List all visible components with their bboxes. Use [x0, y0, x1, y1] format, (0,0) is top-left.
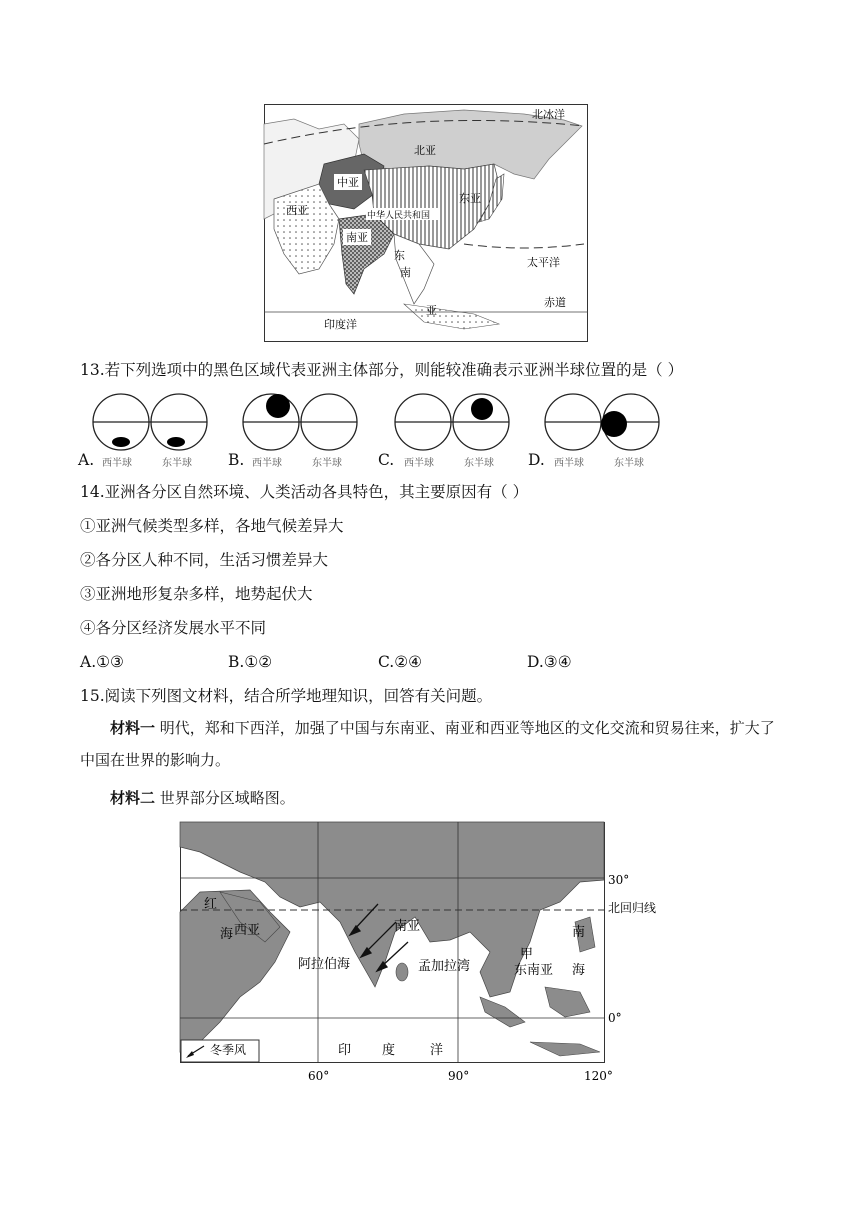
label-west-asia: 西亚: [286, 204, 308, 217]
label-indian-2: 度: [382, 1043, 396, 1058]
material-1-tag: 材料一: [110, 719, 156, 737]
material-2-text: 世界部分区域略图。: [159, 789, 295, 807]
q15-material-1: [80, 712, 780, 776]
material-1-text: 明代，郑和下西洋，加强了中国与东南亚、南亚和西亚等地区的文化交流和贸易往来，扩大了中国在世界的影响力。: [80, 719, 775, 769]
label-jia: 甲: [520, 947, 534, 962]
label-indian-ocean: 印度洋: [324, 318, 357, 331]
q14-stem: 14.亚洲各分区自然环境、人类活动各具特色，其主要原因有（ ）: [80, 483, 529, 501]
label-arabian-sea: 阿拉伯海: [298, 957, 351, 972]
label-red-sea-1: 红: [204, 897, 218, 912]
option-letter: A.: [78, 451, 95, 469]
hemisphere-diagram-c: [394, 392, 512, 454]
hemisphere-diagram-b: [242, 392, 360, 454]
option-letter: B.: [228, 451, 245, 469]
label-lon-60: 60°: [308, 1069, 330, 1083]
label-tropic: 北回归线: [608, 901, 657, 915]
label-lat-30: 30°: [608, 873, 630, 887]
east-hemisphere-label: 东半球: [614, 458, 644, 469]
west-hemisphere-label: 西半球: [252, 458, 282, 469]
label-indian-1: 印: [338, 1043, 352, 1058]
region-map-graphic: [180, 822, 657, 1084]
q13-option-b[interactable]: [228, 388, 368, 470]
west-hemisphere-label: 西半球: [554, 458, 584, 469]
label-se-asia-2: 南: [400, 266, 411, 279]
west-hemisphere-label: 西半球: [102, 458, 132, 469]
label-bay-of-bengal: 孟加拉湾: [418, 959, 471, 974]
asia-map-graphic: [264, 104, 588, 342]
label-red-sea-2: 海: [220, 927, 234, 942]
label-se-asia-3: 亚: [426, 304, 437, 317]
label-indian-3: 洋: [430, 1043, 444, 1058]
east-hemisphere-label: 东半球: [312, 458, 342, 469]
q14-item-2: ②各分区人种不同，生活习惯差异大: [80, 551, 329, 569]
hemisphere-diagram-d: [544, 392, 662, 454]
label-se-asia: 东南亚: [514, 963, 554, 978]
material-2-tag: 材料二: [110, 789, 156, 807]
label-equator: 赤道: [544, 296, 566, 309]
hemisphere-diagram-a: [92, 392, 210, 454]
q13-option-d[interactable]: [528, 388, 668, 470]
q14-choice-d[interactable]: D.③④: [527, 653, 572, 671]
q15-material-2: [110, 782, 295, 814]
legend-winter-monsoon: 冬季风: [210, 1043, 247, 1057]
q15-stem: 15.阅读下列图文材料，结合所学地理知识，回答有关问题。: [80, 687, 493, 705]
label-scs-2: 海: [572, 963, 586, 978]
option-letter: D.: [528, 451, 545, 469]
label-pacific: 太平洋: [527, 256, 560, 269]
asia-map: [264, 104, 588, 342]
label-lon-120: 120°: [584, 1069, 613, 1083]
q13-stem: 13.若下列选项中的黑色区域代表亚洲主体部分，则能较准确表示亚洲半球位置的是（ ）: [80, 361, 684, 379]
west-hemisphere-label: 西半球: [404, 458, 434, 469]
q14-item-4: ④各分区经济发展水平不同: [80, 619, 267, 637]
q13-options: [78, 388, 778, 470]
label-south-asia: 南亚: [394, 919, 421, 934]
label-lon-90: 90°: [448, 1069, 470, 1083]
east-hemisphere-label: 东半球: [464, 458, 494, 469]
q14-item-3: ③亚洲地形复杂多样，地势起伏大: [80, 585, 313, 603]
label-se-asia-1: 东: [394, 249, 405, 262]
label-china: 中华人民共和国: [367, 211, 431, 221]
region-map: [180, 822, 657, 1084]
label-north-asia: 北亚: [414, 144, 436, 157]
q14-item-1: ①亚洲气候类型多样，各地气候差异大: [80, 517, 344, 535]
label-scs-1: 南: [572, 925, 586, 940]
label-arctic: 北冰洋: [532, 108, 565, 121]
label-west-asia: 西亚: [234, 923, 261, 938]
label-central-asia: 中亚: [337, 176, 359, 189]
q13-option-a[interactable]: [78, 388, 218, 470]
label-lat-0: 0°: [608, 1011, 622, 1025]
q14-choice-b[interactable]: B.①②: [228, 653, 273, 671]
label-east-asia: 东亚: [459, 192, 481, 205]
q14-choice-a[interactable]: A.①③: [80, 653, 124, 671]
q13-option-c[interactable]: [378, 388, 518, 470]
label-south-asia: 南亚: [346, 231, 368, 244]
east-hemisphere-label: 东半球: [162, 458, 192, 469]
q14-choice-c[interactable]: C.②④: [378, 653, 423, 671]
option-letter: C.: [378, 451, 395, 469]
